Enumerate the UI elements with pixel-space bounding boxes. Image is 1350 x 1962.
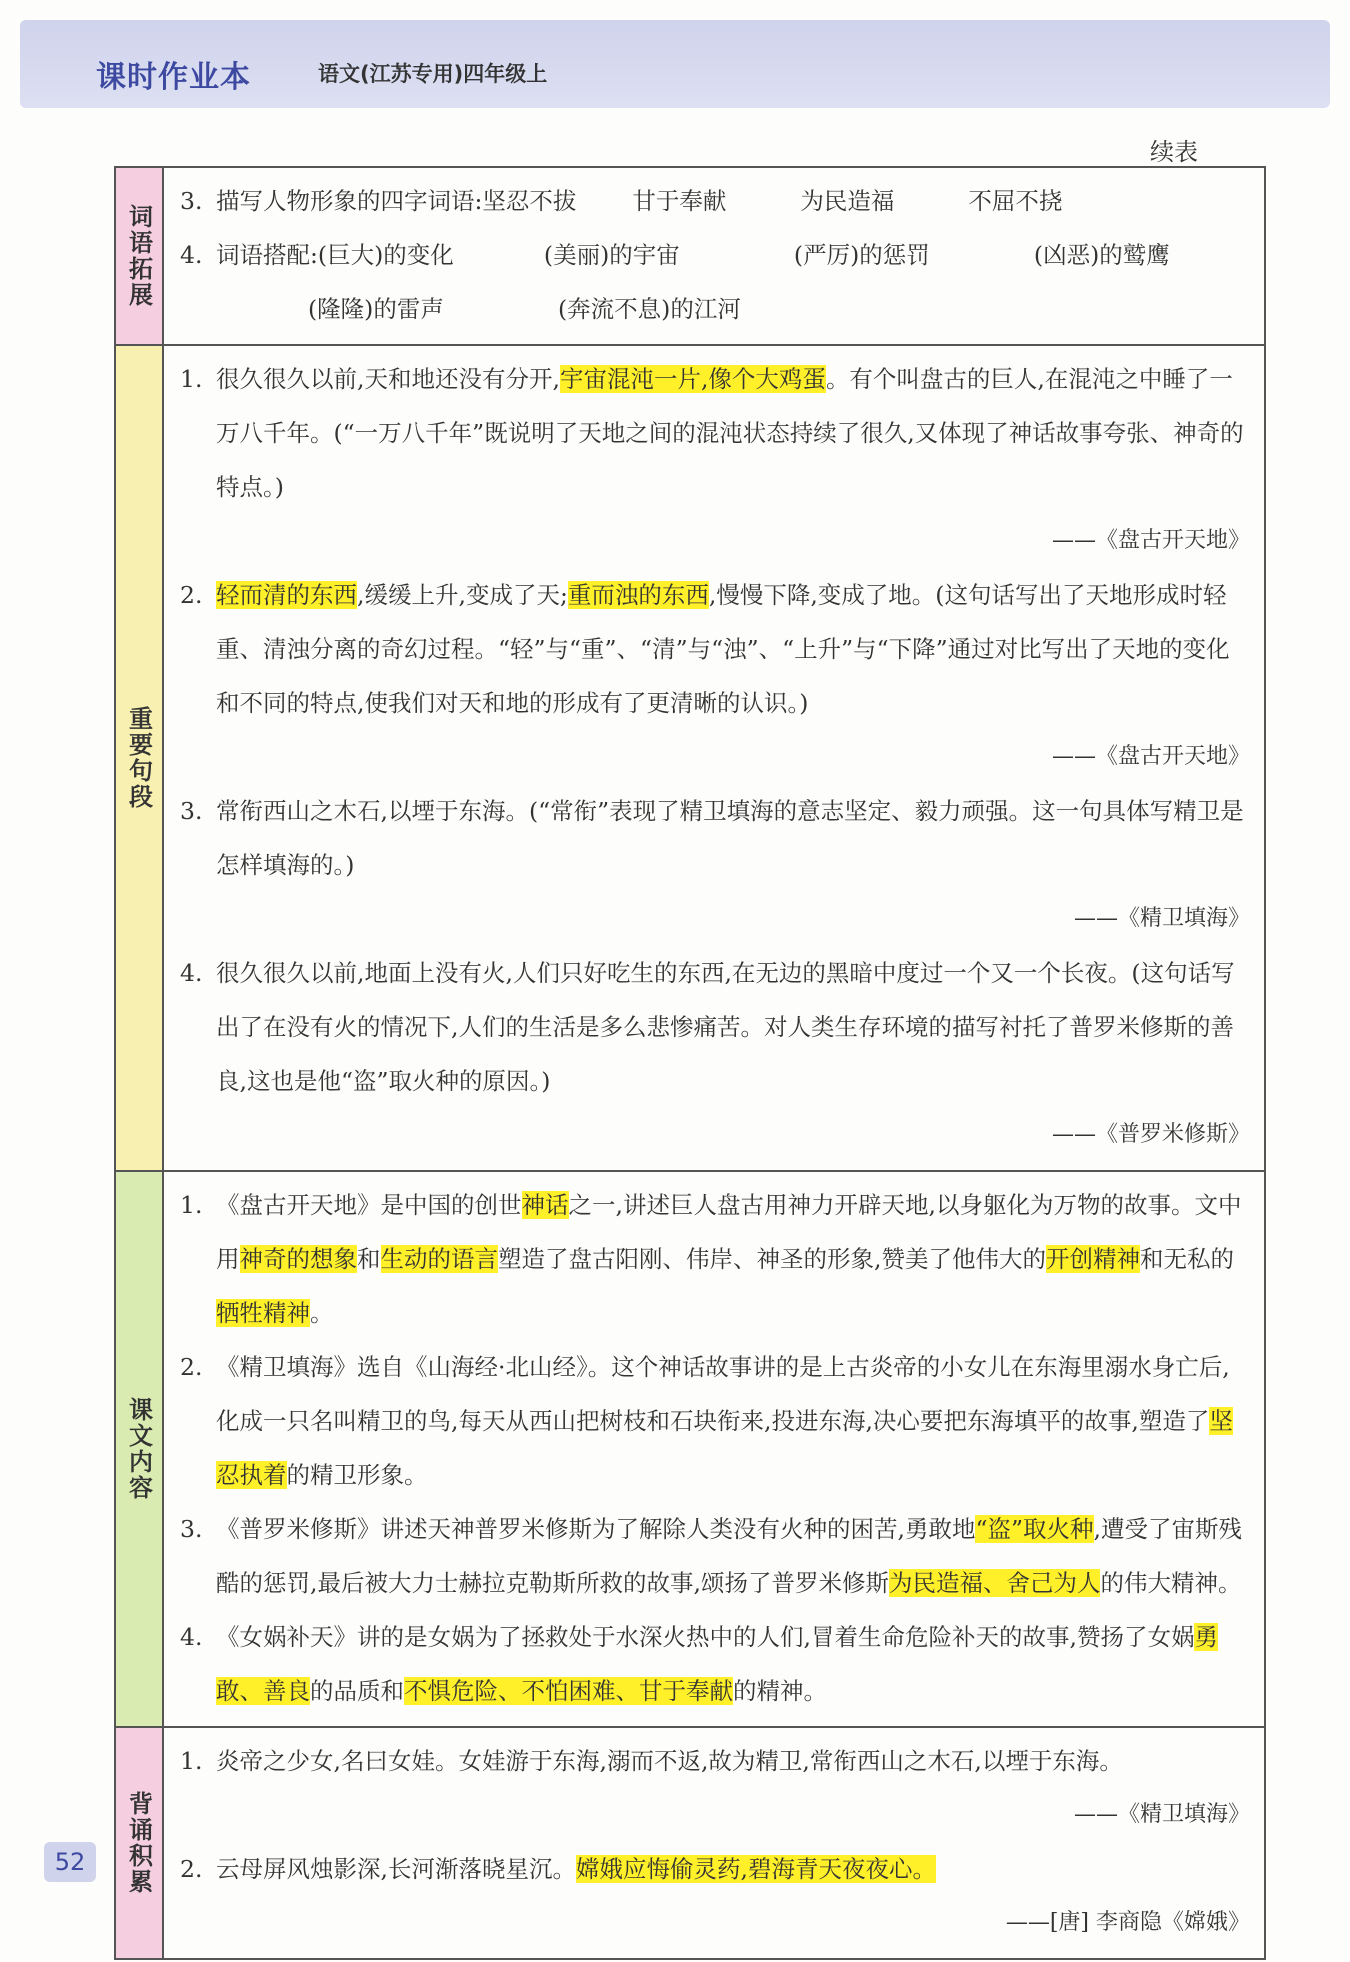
list-item: 1. 很久很久以前,天和地还没有分开,宇宙混沌一片,像个大鸡蛋。有个叫盘古的巨人,在混沌之中睡了一万八千年。(“一万八千年”既说明了天地之间的混沌状态持续了很久,又体现了神话故事夸张、神奇的特点。) ——《盘古开天地》 — [180, 352, 1250, 568]
source-citation: ——《精卫填海》 — [1073, 906, 1250, 931]
list-item: 1. 炎帝之少女,名曰女娃。女娃游于东海,溺而不返,故为精卫,常衔西山之木石,以堙于东海。 ——《精卫填海》 — [180, 1734, 1250, 1842]
content-cell — [163, 1171, 1265, 1727]
category-label: 课文内容 — [124, 1397, 153, 1501]
category-cell — [115, 1171, 163, 1727]
source-citation: ——《精卫填海》 — [1073, 1802, 1250, 1827]
section-row — [115, 167, 1265, 345]
book-brand: 课时作业本 — [96, 60, 251, 95]
list-item: 2. 云母屏风烛影深,长河渐落晓星沉。嫦娥应悔偷灵药,碧海青天夜夜心。 ——[唐] 李商隐《嫦娥》 — [180, 1842, 1250, 1950]
section-row — [115, 1171, 1265, 1727]
summary-table — [114, 166, 1266, 1960]
continued-label: 续表 — [1150, 138, 1198, 166]
source-citation: ——《盘古开天地》 — [1051, 528, 1250, 553]
source-citation: ——《普罗米修斯》 — [1051, 1122, 1250, 1147]
list-item: 4. 《女娲补天》讲的是女娲为了拯救处于水深火热中的人们,冒着生命危险补天的故事,赞扬了女娲勇敢、善良的品质和不惧危险、不怕困难、甘于奉献的精神。 — [180, 1623, 1218, 1705]
list-item: 2. 轻而清的东西,缓缓上升,变成了天;重而浊的东西,慢慢下降,变成了地。(这句话写出了天地形成时轻重、清浊分离的奇幻过程。“轻”与“重”、“清”与“浊”、“上升”与“下降”通过对比写出了天地的变化和不同的特点,使我们对天和地的形成有了更清晰的认识。) ——《盘古开天地》 — [180, 568, 1250, 784]
section-row — [115, 1727, 1265, 1959]
category-cell — [115, 345, 163, 1171]
list-item: 4. 词语搭配:(巨大)的变化 (美丽)的宇宙 (严厉)的惩罚 (凶恶)的鹫鹰 (隆隆)的雷声 (奔流不息)的江河 — [180, 241, 1170, 323]
content-cell — [163, 345, 1265, 1171]
source-citation: ——[唐] 李商隐《嫦娥》 — [1005, 1910, 1250, 1935]
list-item: 2. 《精卫填海》选自《山海经·北山经》。这个神话故事讲的是上古炎帝的小女儿在东海里溺水身亡后,化成一只名叫精卫的鸟,每天从西山把树枝和石块衔来,投进东海,决心要把东海填平的故事,塑造了坚忍执着的精卫形象。 — [180, 1353, 1233, 1489]
list-item: 3. 《普罗米修斯》讲述天神普罗米修斯为了解除人类没有火种的困苦,勇敢地“盗”取火种,遭受了宙斯残酷的惩罚,最后被大力士赫拉克勒斯所救的故事,颂扬了普罗米修斯为民造福、舍己为人的伟大精神。 — [180, 1515, 1242, 1597]
section-row — [115, 345, 1265, 1171]
list-item: 1. 《盘古开天地》是中国的创世神话之一,讲述巨人盘古用神力开辟天地,以身躯化为万物的故事。文中用神奇的想象和生动的语言塑造了盘古阳刚、伟岸、神圣的形象,赞美了他伟大的开创精神和无私的牺牲精神。 — [180, 1191, 1242, 1327]
book-subject: 语文(江苏专用)四年级上 — [318, 62, 548, 86]
category-label: 背诵积累 — [124, 1791, 153, 1895]
list-item: 3. 描写人物形象的四字词语:坚忍不拔 甘于奉献 为民造福 不屈不挠 — [180, 187, 1063, 215]
list-item: 3. 常衔西山之木石,以堙于东海。(“常衔”表现了精卫填海的意志坚定、毅力顽强。这一句具体写精卫是怎样填海的。) ——《精卫填海》 — [180, 784, 1250, 946]
list-item: 4. 很久很久以前,地面上没有火,人们只好吃生的东西,在无边的黑暗中度过一个又一个长夜。(这句话写出了在没有火的情况下,人们的生活是多么悲惨痛苦。对人类生存环境的描写衬托了普罗米修斯的善良,这也是他“盗”取火种的原因。) ——《普罗米修斯》 — [180, 946, 1250, 1162]
content-cell — [163, 167, 1265, 345]
category-label: 词语拓展 — [124, 204, 153, 308]
content-cell — [163, 1727, 1265, 1959]
source-citation: ——《盘古开天地》 — [1051, 744, 1250, 769]
category-cell — [115, 1727, 163, 1959]
category-label: 重要句段 — [124, 706, 153, 810]
category-cell — [115, 167, 163, 345]
page-number: 52 — [44, 1842, 96, 1882]
